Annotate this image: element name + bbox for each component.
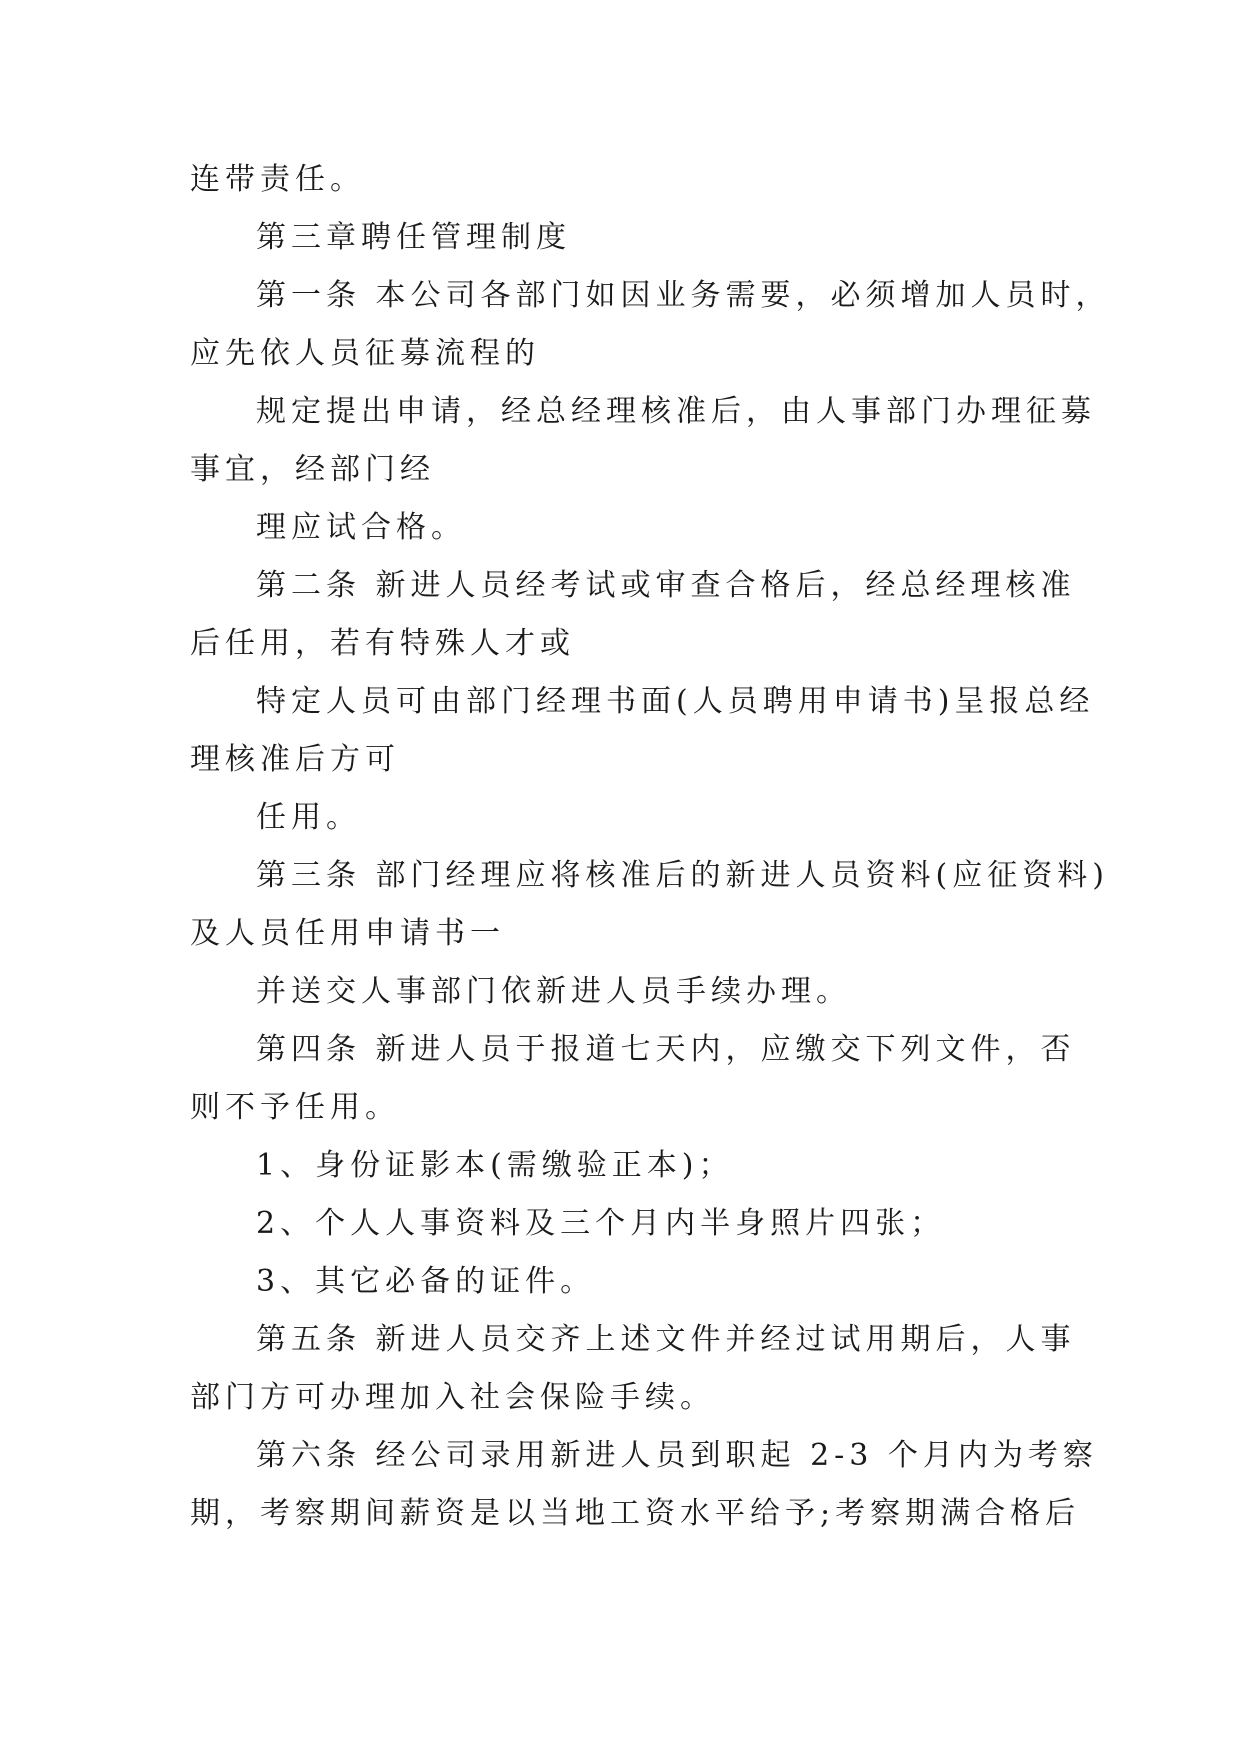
list-item: 3、其它必备的证件。	[256, 1264, 596, 1299]
text-line: 并送交人事部门依新进人员手续办理。	[256, 974, 851, 1009]
list-item: 1、身份证影本(需缴验正本)；	[256, 1148, 734, 1183]
chapter-heading: 第三章聘任管理制度	[256, 220, 571, 255]
text-line: 理核准后方可	[190, 742, 400, 777]
text-line: 则不予任用。	[190, 1090, 400, 1125]
text-line: 部门方可办理加入社会保险手续。	[190, 1380, 715, 1415]
text-line: 第一条 本公司各部门如因业务需要，必须增加人员时，	[256, 278, 1111, 313]
text-line: 后任用，若有特殊人才或	[190, 626, 575, 661]
text-line: 第三条 部门经理应将核准后的新进人员资料(应征资料)	[256, 858, 1109, 893]
text-line: 规定提出申请，经总经理核准后，由人事部门办理征募	[256, 394, 1096, 429]
text-line: 第四条 新进人员于报道七天内，应缴交下列文件，否	[256, 1032, 1076, 1067]
text-line: 连带责任。	[190, 162, 365, 197]
text-line: 及人员任用申请书一	[190, 916, 505, 951]
text-line: 特定人员可由部门经理书面(人员聘用申请书)呈报总经	[256, 684, 1095, 719]
text-line: 应先依人员征募流程的	[190, 336, 540, 371]
text-line: 期，考察期间薪资是以当地工资水平给予;考察期满合格后	[190, 1496, 1081, 1531]
text-line: 第五条 新进人员交齐上述文件并经过试用期后，人事	[256, 1322, 1076, 1357]
text-line: 第六条 经公司录用新进人员到职起 2-3 个月内为考察	[256, 1438, 1098, 1473]
text-line: 事宜，经部门经	[190, 452, 435, 487]
list-item: 2、个人人事资料及三个月内半身照片四张；	[256, 1206, 946, 1241]
text-line: 理应试合格。	[256, 510, 466, 545]
text-line: 任用。	[256, 800, 361, 835]
text-line: 第二条 新进人员经考试或审查合格后，经总经理核准	[256, 568, 1076, 603]
